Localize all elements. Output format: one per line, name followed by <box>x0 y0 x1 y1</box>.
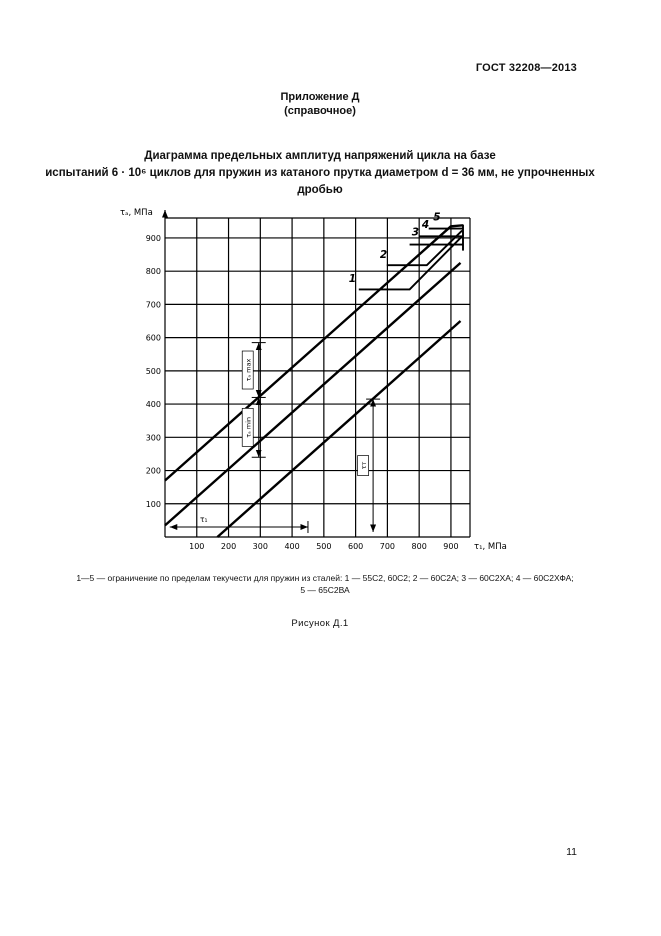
chart-svg <box>110 205 510 565</box>
figure-caption <box>30 572 620 596</box>
x-axis-title: τ₁, МПа <box>474 542 507 552</box>
appendix-title: Приложение Д <box>280 91 360 103</box>
line-middle-boundary <box>165 263 461 526</box>
svg-text:400: 400 <box>284 542 300 551</box>
figure-caption-line-2: 5 — 65С2ВА <box>300 585 350 595</box>
svg-text:400: 400 <box>145 400 161 410</box>
gost-standard-header: ГОСТ 32208—2013 <box>475 62 577 74</box>
line-upper-boundary <box>165 225 463 480</box>
line-lower-boundary <box>217 321 460 537</box>
tau-1-label: τ₁ <box>199 515 208 525</box>
svg-text:900: 900 <box>443 542 459 551</box>
svg-text:600: 600 <box>145 333 161 343</box>
tau-a-max-label: τₐ max <box>244 358 253 382</box>
tau-a-min-label: τₐ min <box>244 416 253 438</box>
svg-text:300: 300 <box>252 542 268 551</box>
svg-text:700: 700 <box>145 300 161 310</box>
figure-caption-line-1: 1—5 — ограничение по пределам текучести для пружин из сталей: 1 — 55С2, 60С2; 2 — 60С2А; 3 — 60С2ХА; 4 — 60С2ХФА; <box>76 573 574 583</box>
svg-text:700: 700 <box>379 542 396 551</box>
svg-text:900: 900 <box>145 233 161 243</box>
svg-text:100: 100 <box>145 499 161 509</box>
fatigue-limit-diagram <box>110 205 510 565</box>
appendix-heading <box>0 90 640 118</box>
svg-text:2: 2 <box>379 248 388 261</box>
svg-text:600: 600 <box>347 542 364 551</box>
svg-text:800: 800 <box>411 542 427 551</box>
figure-title-line-2: испытаний 6 · 10⁶ циклов для пружин из катаного прутка диаметром d = 36 мм, не упрочненных <box>45 167 595 179</box>
svg-text:500: 500 <box>145 366 161 376</box>
page-number: 11 <box>566 846 577 858</box>
figure-title <box>30 148 610 199</box>
figure-title-line-1: Диаграмма предельных амплитуд напряжений цикла на базе <box>144 150 496 162</box>
appendix-subtitle: (справочное) <box>284 105 356 117</box>
axis-labels <box>120 208 507 552</box>
svg-text:100: 100 <box>189 542 205 551</box>
svg-text:800: 800 <box>145 267 161 277</box>
svg-text:200: 200 <box>220 542 237 551</box>
figure-number-label: Рисунок Д.1 <box>291 618 349 629</box>
tau-t-label: τт <box>359 461 368 470</box>
y-axis-title: τₐ, МПа <box>120 208 153 218</box>
svg-text:200: 200 <box>145 466 161 476</box>
svg-text:4: 4 <box>421 218 430 231</box>
svg-text:500: 500 <box>316 542 332 551</box>
svg-text:1: 1 <box>348 272 357 285</box>
svg-text:300: 300 <box>145 433 161 443</box>
figure-title-line-3: дробью <box>297 184 343 196</box>
svg-text:3: 3 <box>411 226 420 239</box>
svg-text:5: 5 <box>433 211 441 224</box>
